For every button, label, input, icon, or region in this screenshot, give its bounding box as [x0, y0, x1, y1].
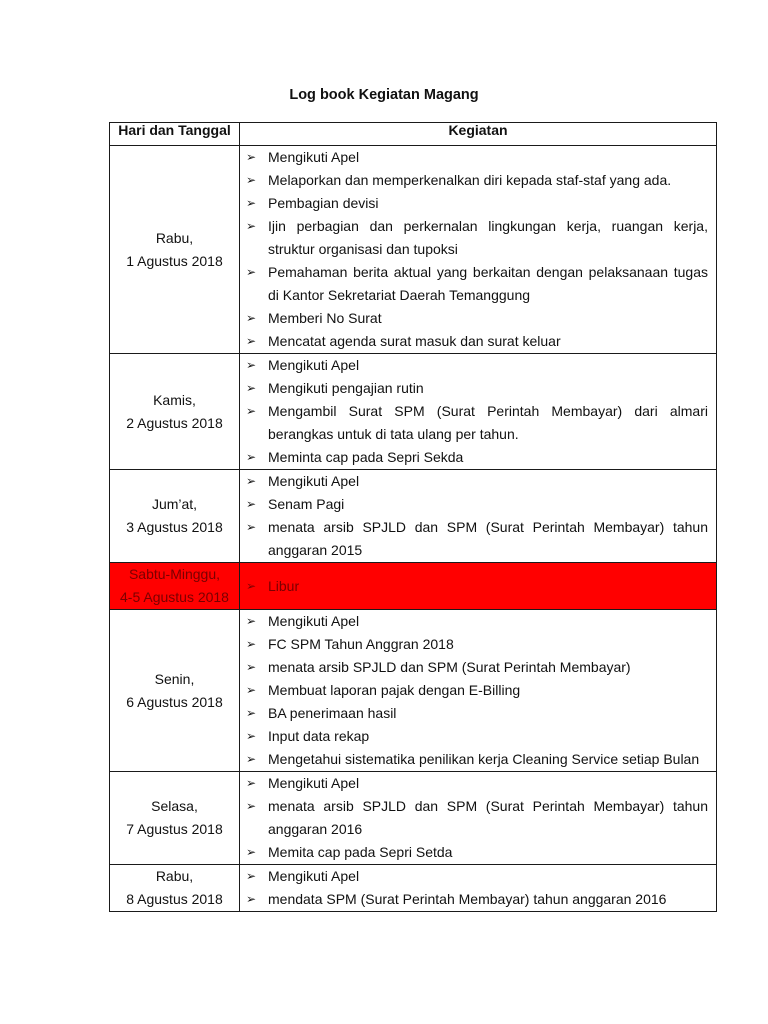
activity-item [246, 146, 708, 169]
log-row [110, 354, 717, 470]
activity-item [246, 841, 708, 864]
activity-item [246, 725, 708, 748]
day-name: Rabu, [155, 229, 194, 246]
arrow-bullet-icon: ➢ [246, 173, 257, 187]
activity-text: menata arsib SPJLD dan SPM (Surat Perintah Membayar) tahun anggaran 2015 [268, 519, 708, 558]
day-name: Kamis, [153, 391, 196, 408]
activity-text: Senam Pagi [268, 496, 345, 512]
activity-item [246, 169, 708, 192]
table-header-row [110, 123, 717, 146]
arrow-bullet-icon: ➢ [246, 520, 257, 534]
activity-list [246, 146, 708, 353]
activity-text: Membuat laporan pajak dengan E-Billing [268, 682, 521, 698]
activities-cell [240, 146, 717, 354]
activity-text: BA penerimaan hasil [268, 705, 397, 721]
activity-item [246, 354, 708, 377]
activity-item [246, 330, 708, 353]
activity-item [246, 493, 708, 516]
activity-text: Mengikuti Apel [268, 149, 360, 165]
document-title: Log book Kegiatan Magang [289, 87, 479, 103]
arrow-bullet-icon: ➢ [246, 265, 257, 279]
arrow-bullet-icon: ➢ [246, 358, 257, 372]
log-row [110, 772, 717, 865]
header-activity: Kegiatan [240, 123, 717, 146]
activities-cell [240, 865, 717, 912]
activity-item [246, 446, 708, 469]
activity-text: Libur [268, 577, 300, 594]
arrow-bullet-icon: ➢ [246, 497, 257, 511]
day-name: Rabu, [155, 868, 194, 884]
arrow-bullet-icon: ➢ [246, 614, 257, 628]
activity-item [246, 307, 708, 330]
activity-text: Mengambil Surat SPM (Surat Perintah Membayar) dari almari berangkas untuk di tata ulang per tahun. [268, 403, 708, 442]
day-cell [110, 563, 240, 610]
day-date: 3 Agustus 2018 [126, 519, 223, 535]
activities-cell [240, 772, 717, 865]
header-day: Hari dan Tanggal [110, 123, 240, 146]
arrow-bullet-icon: ➢ [246, 683, 257, 697]
activity-text: Mengikuti Apel [268, 473, 360, 489]
activity-item [246, 377, 708, 400]
arrow-bullet-icon: ➢ [246, 845, 257, 859]
day-cell [110, 610, 240, 772]
log-row [110, 146, 717, 354]
activity-item [246, 516, 708, 562]
arrow-bullet-icon: ➢ [246, 150, 257, 164]
arrow-bullet-icon: ➢ [246, 381, 257, 395]
activity-item [246, 795, 708, 841]
activity-item [246, 215, 708, 261]
activity-text: Pemahaman berita aktual yang berkaitan dengan pelaksanaan tugas di Kantor Sekretariat Daerah Temanggung [268, 264, 708, 303]
arrow-bullet-icon: ➢ [246, 219, 257, 233]
arrow-bullet-icon: ➢ [246, 334, 257, 348]
activity-list [246, 354, 708, 469]
activity-text: Mengikuti Apel [268, 357, 360, 373]
activity-item [246, 470, 708, 493]
activity-list [246, 470, 708, 562]
day-date: 4-5 Agustus 2018 [120, 589, 229, 605]
day-name: Senin, [154, 670, 195, 687]
day-cell [110, 146, 240, 354]
logbook-table [109, 122, 717, 912]
day-cell [110, 865, 240, 912]
activity-text: menata arsib SPJLD dan SPM (Surat Perintah Membayar) [268, 659, 631, 675]
arrow-bullet-icon: ➢ [246, 450, 257, 464]
activity-text: Mengikuti Apel [268, 868, 360, 884]
log-row [110, 470, 717, 563]
logbook-body [110, 146, 717, 912]
day-name: Selasa, [151, 798, 198, 814]
activity-item [246, 679, 708, 702]
activity-item [246, 575, 708, 598]
activity-text: Mengikuti Apel [268, 613, 360, 629]
activities-cell [240, 563, 717, 610]
activities-cell [240, 610, 717, 772]
activity-list [246, 865, 708, 911]
arrow-bullet-icon: ➢ [246, 776, 257, 790]
activity-text: Ijin perbagian dan perkernalan lingkungan kerja, ruangan kerja, struktur organisasi dan tupoksi [268, 218, 708, 257]
activity-item [246, 772, 708, 795]
activities-cell [240, 354, 717, 470]
day-cell [110, 354, 240, 470]
day-name: Sabtu-Minggu, [128, 566, 221, 582]
activity-item [246, 192, 708, 215]
arrow-bullet-icon: ➢ [246, 311, 257, 325]
activity-text: menata arsib SPJLD dan SPM (Surat Perintah Membayar) tahun anggaran 2016 [268, 798, 708, 837]
day-date: 2 Agustus 2018 [126, 414, 223, 431]
activities-cell [240, 470, 717, 563]
log-row [110, 865, 717, 912]
activity-text: Mencatat agenda surat masuk dan surat keluar [268, 333, 561, 349]
day-name: Jum’at, [151, 496, 198, 512]
day-cell [110, 772, 240, 865]
arrow-bullet-icon: ➢ [246, 637, 257, 651]
arrow-bullet-icon: ➢ [246, 706, 257, 720]
arrow-bullet-icon: ➢ [246, 892, 257, 906]
activity-text: Input data rekap [268, 728, 370, 744]
day-date: 6 Agustus 2018 [126, 693, 223, 710]
day-cell [110, 470, 240, 563]
arrow-bullet-icon: ➢ [246, 404, 257, 418]
log-row [110, 610, 717, 772]
arrow-bullet-icon: ➢ [246, 752, 257, 766]
activity-text: Memita cap pada Sepri Setda [268, 844, 453, 860]
arrow-bullet-icon: ➢ [246, 474, 257, 488]
activity-item [246, 400, 708, 446]
activity-list [246, 772, 708, 864]
activity-item [246, 748, 708, 771]
activity-text: Melaporkan dan memperkenalkan diri kepada staf-staf yang ada. [268, 172, 672, 188]
arrow-bullet-icon: ➢ [246, 660, 257, 674]
activity-item [246, 261, 708, 307]
day-date: 1 Agustus 2018 [126, 252, 223, 269]
day-date: 8 Agustus 2018 [126, 891, 223, 907]
activity-item [246, 633, 708, 656]
arrow-bullet-icon: ➢ [246, 578, 257, 593]
activity-item [246, 888, 708, 911]
arrow-bullet-icon: ➢ [246, 729, 257, 743]
activity-item [246, 610, 708, 633]
activity-item [246, 656, 708, 679]
activity-item [246, 702, 708, 725]
activity-text: Meminta cap pada Sepri Sekda [268, 449, 464, 465]
activity-list [246, 575, 708, 598]
arrow-bullet-icon: ➢ [246, 799, 257, 813]
day-date: 7 Agustus 2018 [126, 821, 223, 837]
activity-item [246, 865, 708, 888]
activity-list [246, 610, 708, 771]
activity-text: Pembagian devisi [268, 195, 379, 211]
holiday-row [110, 563, 717, 610]
activity-text: Mengikuti pengajian rutin [268, 380, 424, 396]
activity-text: Mengikuti Apel [268, 775, 360, 791]
activity-text: Mengetahui sistematika penilikan kerja Cleaning Service setiap Bulan [268, 751, 700, 767]
activity-text: FC SPM Tahun Anggran 2018 [268, 636, 454, 652]
arrow-bullet-icon: ➢ [246, 869, 257, 883]
activity-text: mendata SPM (Surat Perintah Membayar) tahun anggaran 2016 [268, 891, 667, 907]
arrow-bullet-icon: ➢ [246, 196, 257, 210]
activity-text: Memberi No Surat [268, 310, 382, 326]
